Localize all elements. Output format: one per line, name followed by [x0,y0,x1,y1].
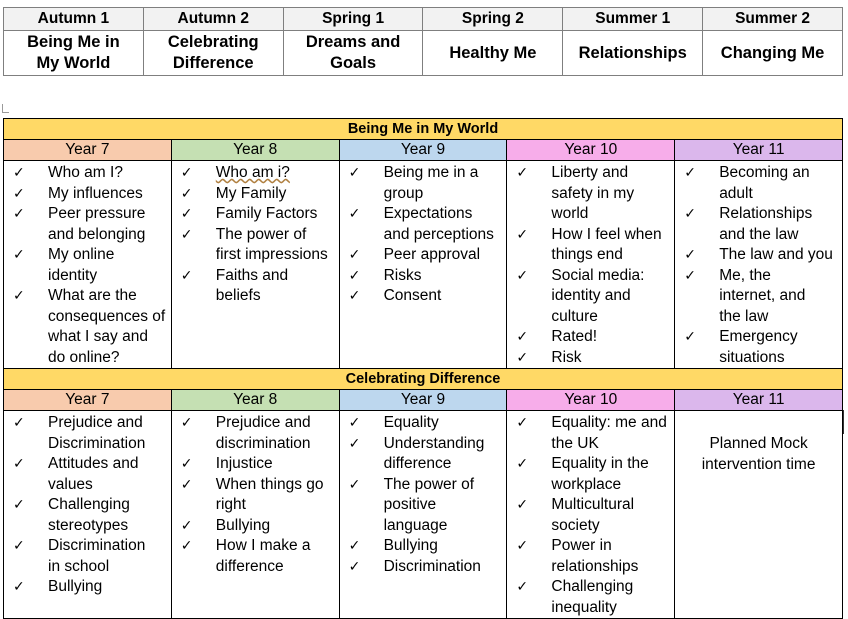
year-header: Year 10 [507,390,675,411]
checkmark-icon: ✓ [348,558,361,575]
checkmark-icon: ✓ [180,476,193,493]
topic-list [340,413,507,577]
topic-text: Me, the [719,266,771,284]
topic-cell [675,161,843,369]
checkmark-icon: ✓ [516,538,529,554]
theme-line: Changing Me [720,43,825,62]
checkmark-icon: ✓ [13,165,25,181]
topic-item [340,266,507,287]
topic-text: Social media: [551,266,645,284]
topic-cell [4,411,172,619]
topic-item [4,204,171,245]
topic-text: Expectations [383,205,473,222]
topic-text: and the law [719,225,799,243]
checkmark-icon: ✓ [348,435,361,452]
topic-text: internet, and [719,287,806,304]
topic-text: Prejudice and [215,414,311,431]
paragraph-anchor-mark [2,104,9,113]
topic-text: My online [48,246,115,263]
topic-item [340,434,507,475]
topic-item [507,495,674,536]
topic-item [340,286,507,307]
checkmark-icon: ✓ [180,517,193,534]
topic-item [340,536,507,557]
topic-text: group [383,184,424,202]
topic-text: stereotypes [48,516,129,534]
topic-text: Who am I? [48,164,123,181]
topic-list [507,413,674,618]
topic-item [4,536,171,577]
topic-text: and belonging [48,225,146,243]
topic-item [507,577,674,618]
term-spring-1: Spring 1 [283,8,423,31]
topic-text: Risks [383,266,422,284]
topic-item [4,413,171,454]
theme-line: Celebrating [167,33,259,51]
checkmark-icon: ✓ [13,247,25,263]
checkmark-icon: ✓ [684,165,696,181]
intervention-note [675,433,842,475]
topic-item [507,348,674,369]
topic-item [172,454,339,475]
checkmark-icon: ✓ [348,267,361,284]
topic-item [507,266,674,328]
topic-list [507,163,674,368]
topic-item [172,266,339,307]
checkmark-icon: ✓ [13,415,25,431]
checkmark-icon: ✓ [13,579,25,595]
topic-item [172,163,339,184]
theme-line: Healthy Me [449,43,537,62]
topic-item [340,245,507,266]
checkmark-icon: ✓ [516,329,529,345]
topic-cell [4,161,172,369]
checkmark-icon: ✓ [348,538,361,554]
theme-spring-1 [283,31,423,76]
topic-text: safety in my [551,184,635,202]
topic-text: society [551,516,600,534]
topic-text: Injustice [215,455,273,472]
year-header: Year 9 [339,140,507,161]
checkmark-icon: ✓ [180,415,193,431]
topic-text: When things go [215,475,324,493]
topic-item [507,413,674,454]
note-line: intervention time [701,456,816,473]
checkmark-icon: ✓ [13,538,25,554]
topic-text: Emergency [719,328,798,345]
topic-text: Equality: me and [551,414,667,431]
checkmark-icon: ✓ [516,415,529,431]
topic-text: things end [551,246,623,263]
topic-text: Discrimination [383,557,481,575]
year-header: Year 7 [4,140,172,161]
year-header: Year 10 [507,140,675,161]
topic-item [4,454,171,495]
checkmark-icon: ✓ [684,206,696,222]
note-line: Planned Mock [709,435,808,452]
topic-text: Challenging [48,496,130,513]
topic-list [172,413,339,577]
topic-item [172,413,339,454]
topic-item [675,327,842,368]
topic-text: My influences [48,184,143,202]
topic-item [4,245,171,286]
topic-cell [171,411,339,619]
topic-text: Prejudice and [48,414,143,431]
checkmark-icon: ✓ [180,226,193,243]
year-topics-table [3,118,843,619]
topic-item [675,245,842,266]
topic-cell [507,411,675,619]
checkmark-icon: ✓ [180,206,193,222]
topic-text: Risk [551,348,582,366]
topic-text: Becoming an [719,164,810,181]
topic-text: right [215,496,246,513]
topic-text: Bullying [383,537,438,554]
topic-text: consequences of [48,307,166,325]
term-overview-table [3,7,843,76]
topic-text: Being me in a [383,164,479,181]
topic-text: Who am i? [215,164,290,181]
checkmark-icon: ✓ [180,165,193,181]
text-cursor [843,410,844,434]
topic-item [172,536,339,577]
theme-line: Difference [172,54,254,72]
topic-text: world [551,205,589,222]
checkmark-icon: ✓ [516,349,529,366]
topic-text: Peer approval [383,246,481,263]
topic-text: Family Factors [215,205,318,222]
topic-item [675,163,842,204]
year-header: Year 7 [4,390,172,411]
checkmark-icon: ✓ [516,226,529,243]
term-autumn-2: Autumn 2 [143,8,283,31]
section-title: Celebrating Difference [4,369,843,390]
term-summer-1: Summer 1 [563,8,703,31]
year-header: Year 9 [339,390,507,411]
checkmark-icon: ✓ [684,329,696,345]
topic-text: Discrimination [48,537,146,554]
topic-cell [339,411,507,619]
topic-cell [507,161,675,369]
topic-item [507,225,674,266]
theme-autumn-1 [4,31,144,76]
topic-item [4,184,171,205]
topic-item [340,163,507,204]
topic-item [507,536,674,577]
topic-item [172,184,339,205]
topic-item [507,163,674,225]
checkmark-icon: ✓ [13,288,25,304]
topic-item [172,225,339,266]
term-summer-2: Summer 2 [703,8,843,31]
checkmark-icon: ✓ [348,206,361,222]
checkmark-icon: ✓ [180,185,193,202]
topic-text: How I make a [215,537,311,554]
topic-cell [675,411,843,619]
topic-text: the UK [551,434,599,452]
topic-text: positive [383,496,437,513]
topic-text: The power of [383,475,475,493]
topic-item [172,516,339,537]
topic-text: Challenging [551,578,634,595]
topic-item [4,577,171,598]
topic-text: Rated! [551,328,598,345]
topic-item [507,327,674,348]
topic-text: the law [719,307,769,325]
topic-text: How I feel when [551,225,662,243]
year-header: Year 8 [171,390,339,411]
checkmark-icon: ✓ [180,456,193,472]
topic-text: first impressions [215,246,328,263]
topic-text: Discrimination [48,434,146,452]
topic-list [4,163,171,368]
topic-text: what I say and [48,328,148,345]
topic-text: workplace [551,475,622,493]
term-spring-2: Spring 2 [423,8,563,31]
theme-summer-1 [563,31,703,76]
topic-text: in school [48,557,110,575]
checkmark-icon: ✓ [516,579,529,595]
topic-text: Consent [383,287,442,304]
checkmark-icon: ✓ [684,247,696,263]
topic-text: difference [215,557,284,575]
checkmark-icon: ✓ [180,538,193,554]
topic-text: Understanding [383,434,485,452]
topic-text: Relationships [719,205,813,222]
checkmark-icon: ✓ [13,497,25,513]
theme-line: Goals [330,54,376,72]
term-autumn-1: Autumn 1 [4,8,144,31]
topic-item [507,454,674,495]
topic-item [340,413,507,434]
topic-text: My Family [215,184,287,202]
checkmark-icon: ✓ [516,456,529,472]
topic-item [340,475,507,537]
topic-text: The law and you [719,246,833,263]
topic-list [4,413,171,598]
theme-line: Being Me in [27,33,120,51]
topic-cell [171,161,339,369]
checkmark-icon: ✓ [348,288,361,304]
topic-item [172,204,339,225]
topic-text: The power of [215,225,307,243]
topic-text: Attitudes and [48,455,139,472]
topic-list [172,163,339,307]
checkmark-icon: ✓ [516,497,529,513]
year-header: Year 11 [675,140,843,161]
topic-item [4,495,171,536]
topic-text: difference [383,455,452,472]
topic-text: identity [48,266,98,284]
theme-summer-2 [703,31,843,76]
theme-line: Dreams and [305,33,401,51]
topic-item [675,204,842,245]
topic-item [340,557,507,578]
checkmark-icon: ✓ [348,476,361,493]
checkmark-icon: ✓ [516,165,529,181]
topic-text: and perceptions [383,225,494,243]
topic-text: identity and [551,287,631,304]
topic-cell [339,161,507,369]
topic-text: culture [551,307,598,325]
year-header: Year 11 [675,390,843,411]
checkmark-icon: ✓ [684,267,696,284]
theme-line: My World [36,54,111,72]
topic-item [340,204,507,245]
topic-text: Peer pressure [48,205,146,222]
topic-list [675,163,842,368]
topic-item [4,286,171,368]
topic-text: values [48,475,93,493]
topic-text: Multicultural [551,496,635,513]
topic-text: adult [719,184,753,202]
topic-text: inequality [551,598,617,616]
section-title: Being Me in My World [4,119,843,140]
checkmark-icon: ✓ [516,267,529,284]
checkmark-icon: ✓ [348,165,361,181]
topic-text: Liberty and [551,164,629,181]
topic-text: do online? [48,348,120,366]
checkmark-icon: ✓ [180,267,193,284]
topic-text: discrimination [215,434,311,452]
topic-text: beliefs [215,287,261,304]
topic-item [4,163,171,184]
topic-text: Equality in the [551,455,649,472]
theme-spring-2 [423,31,563,76]
topic-text: What are the [48,287,137,304]
checkmark-icon: ✓ [348,247,361,263]
topic-text: relationships [551,557,639,575]
year-header: Year 8 [171,140,339,161]
topic-text: situations [719,348,785,366]
checkmark-icon: ✓ [13,185,25,202]
theme-autumn-2 [143,31,283,76]
checkmark-icon: ✓ [13,456,25,472]
topic-text: Equality [383,414,439,431]
topic-text: Bullying [48,578,103,595]
topic-list [340,163,507,307]
topic-text: Faiths and [215,266,289,284]
topic-text: language [383,516,448,534]
topic-item [172,475,339,516]
topic-text: Bullying [215,516,271,534]
theme-line: Relationships [578,43,687,62]
checkmark-icon: ✓ [348,415,361,431]
topic-item [675,266,842,328]
topic-text: Power in [551,537,612,554]
checkmark-icon: ✓ [13,206,25,222]
